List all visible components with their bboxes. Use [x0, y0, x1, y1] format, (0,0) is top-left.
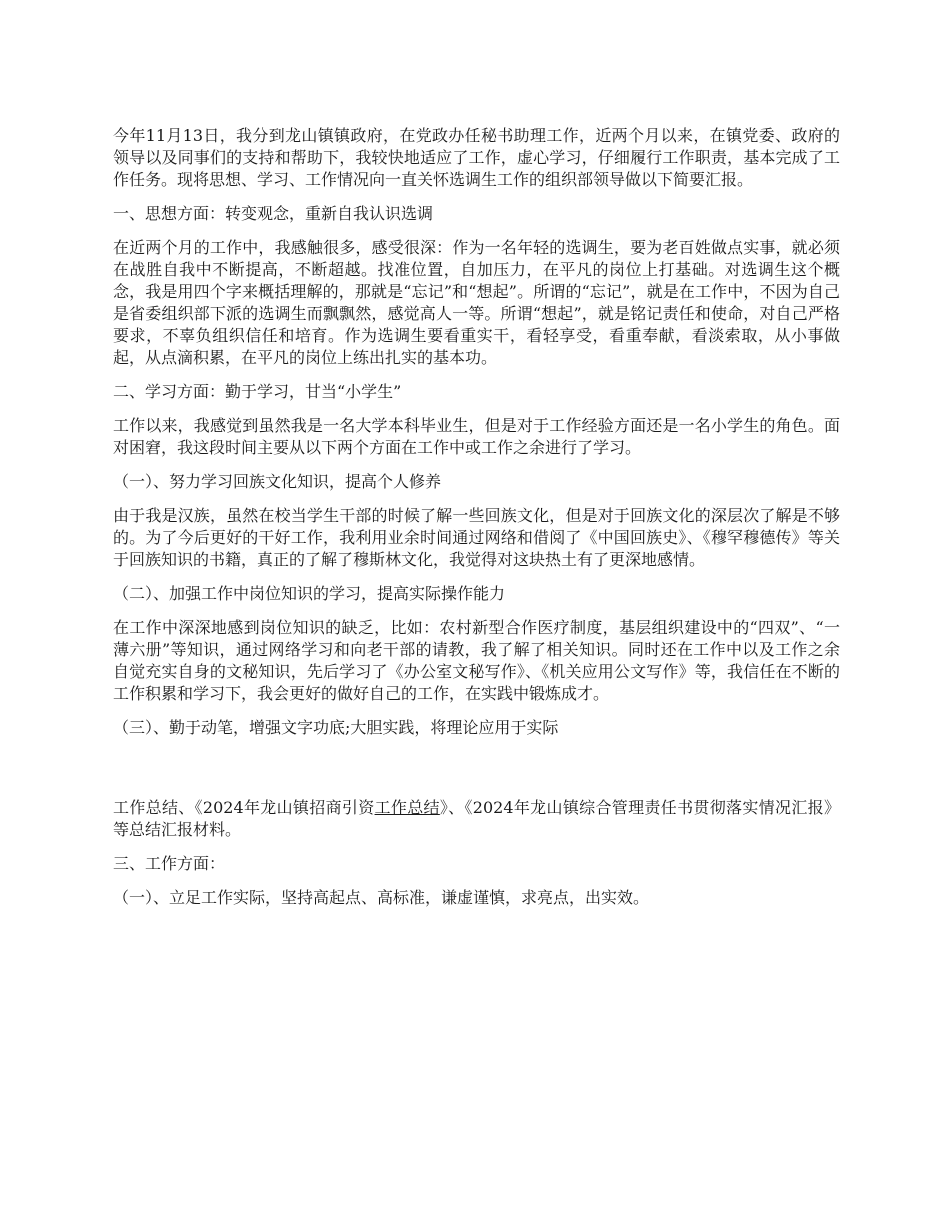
subsection-heading-writing: （三）、勤于动笔，增强文字功底;大胆实践，将理论应用于实际 [113, 718, 559, 737]
subsection-heading-culture: （一）、努力学习回族文化知识，提高个人修养 [113, 472, 442, 491]
section-heading-study: 二、学习方面：勤于学习，甘当“小学生” [113, 382, 402, 401]
section-body-study: 工作以来，我感觉到虽然我是一名大学本科毕业生，但是对于工作经验方面还是一名小学生的角色。面对困窘，我这段时间主要从以下两个方面在工作中或工作之余进行了学习。 [113, 416, 840, 457]
subsection-heading-knowledge: （二）、加强工作中岗位知识的学习，提高实际操作能力 [113, 584, 506, 603]
intro-paragraph: 今年11月13日，我分到龙山镇镇政府，在党政办任秘书助理工作，近两个月以来，在镇党委、政府的领导以及同事们的支持和帮助下，我较快地适应了工作，虚心学习，仔细履行工作职责，基本完成了工作任务。现将思想、学习、工作情况向一直关怀选调生工作的组织部领导做以下简要汇报。 [113, 126, 840, 189]
continuation-paragraph [113, 797, 840, 841]
page-gap [113, 751, 840, 797]
subsection-heading-practice: （一）、立足工作实际，坚持高起点、高标准，谦虚谨慎，求亮点，出实效。 [113, 888, 650, 907]
continuation-text-before: 工作总结、《2024年龙山镇招商引资 [113, 798, 375, 817]
subsection-body-knowledge: 在工作中深深地感到岗位知识的缺乏，比如：农村新型合作医疗制度，基层组织建设中的“四双”、“一薄六册”等知识，通过网络学习和向老干部的请教，我了解了相关知识。同时还在工作中以及工作之余自觉充实自身的文秘知识，先后学习了《办公室文秘写作》、《机关应用公文写作》等，我信任在不断的工作积累和学习下，我会更好的做好自己的工作，在实践中锻炼成才。 [113, 618, 840, 703]
section-body-thought: 在近两个月的工作中，我感触很多，感受很深：作为一名年轻的选调生，要为老百姓做点实事，就必须在战胜自我中不断提高，不断超越。找准位置，自加压力，在平凡的岗位上打基础。对选调生这个概念，我是用四个字来概括理解的，那就是“忘记”和“想起”。所谓的“忘记”，就是在工作中，不因为自己是省委组织部下派的选调生而飘飘然，感觉高人一等。所谓“想起”，就是铭记责任和使命，对自己严格要求，不辜负组织信任和培育。作为选调生要看重实干，看轻享受，看重奉献，看淡索取，从小事做起，从点滴积累，在平凡的岗位上练出扎实的基本功。 [113, 238, 840, 367]
subsection-body-culture: 由于我是汉族，虽然在校当学生干部的时候了解一些回族文化，但是对于回族文化的深层次了解是不够的。为了今后更好的干好工作，我利用业余时间通过网络和借阅了《中国回族史》、《穆罕穆德传》等关于回族知识的书籍，真正的了解了穆斯林文化，我觉得对这块热土有了更深地感情。 [113, 506, 840, 569]
work-summary-link[interactable]: 工作总结 [374, 798, 440, 817]
section-heading-work: 三、工作方面： [113, 854, 226, 873]
section-heading-thought: 一、思想方面：转变观念，重新自我认识选调 [113, 204, 434, 223]
document-page [113, 125, 840, 921]
continuation-text-after: 》、《2024年龙山镇综合管理责任书贯彻落实情况汇报》等总结汇报材料。 [113, 798, 840, 839]
